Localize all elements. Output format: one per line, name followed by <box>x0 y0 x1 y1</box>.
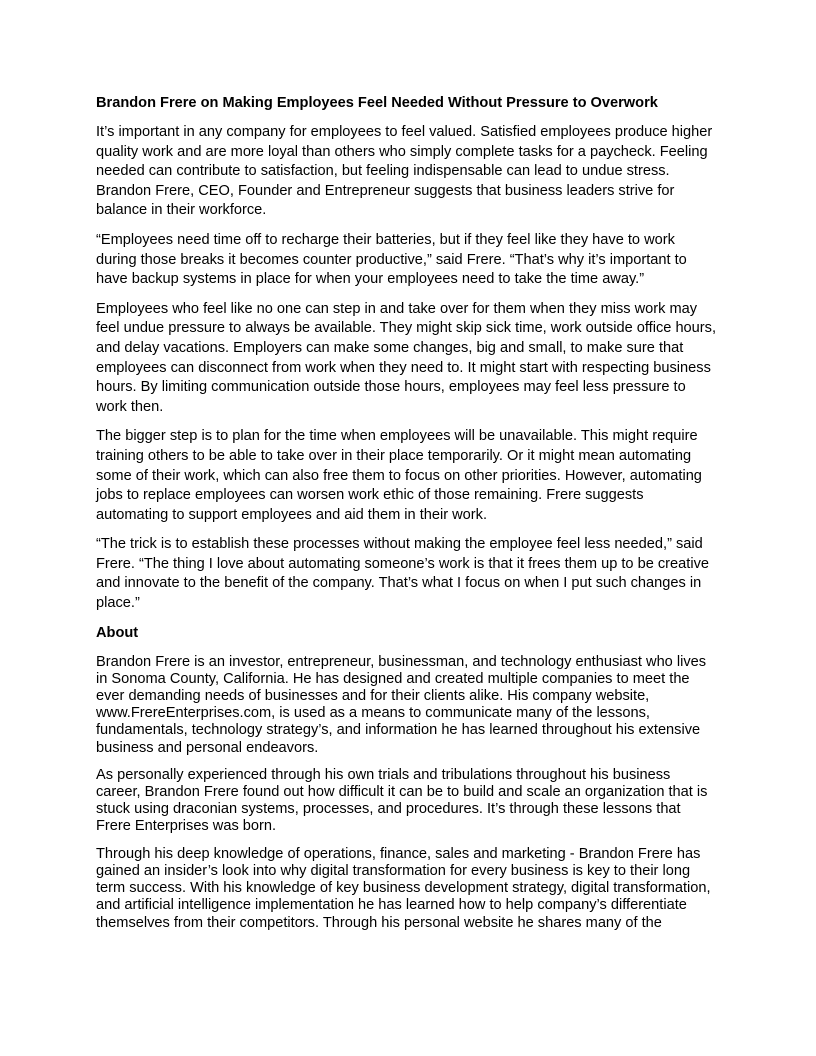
text-line: hours. By limiting communication outside those hours, employees may feel less pressure to <box>96 379 686 396</box>
document-title: Brandon Frere on Making Employees Feel Needed Without Pressure to Overwork <box>96 95 658 111</box>
paragraph-about-knowledge <box>96 846 722 932</box>
text-line: during those breaks it becomes counter productive,” said Frere. “That’s why it’s important to <box>96 251 687 268</box>
text-line: and innovate to the benefit of the company. That’s what I focus on when I put such changes in <box>96 575 702 592</box>
about-heading: About <box>96 624 139 641</box>
paragraph-bigger-step <box>96 427 722 525</box>
text-line: jobs to replace employees can worsen work ethic of those remaining. Frere suggests <box>96 487 644 504</box>
text-line: gained an insider’s look into why digital transformation for every business is key to their long <box>96 862 691 879</box>
text-line: automating to support employees and aid them in their work. <box>96 506 488 523</box>
text-line: needed can contribute to satisfaction, but feeling indispensable can lead to undue stress. <box>96 163 670 180</box>
text-line: Brandon Frere is an investor, entrepreneur, businessman, and technology enthusiast who lives <box>96 653 707 670</box>
paragraph-quote-trick <box>96 535 722 613</box>
text-line: ever demanding needs of businesses and for their clients alike. His company website, <box>96 688 650 705</box>
text-line: themselves from their competitors. Through his personal website he shares many of the <box>96 914 662 931</box>
text-line: Brandon Frere, CEO, Founder and Entrepreneur suggests that business leaders strive for <box>96 182 675 199</box>
text-line: fundamentals, technology strategy’s, and information he has learned throughout his extensive <box>96 722 701 739</box>
text-line: Through his deep knowledge of operations, finance, sales and marketing - Brandon Frere has <box>96 845 701 862</box>
text-line: training others to be able to take over in their place temporarily. Or it might mean automating <box>96 447 692 464</box>
text-line: in Sonoma County, California. He has designed and created multiple companies to meet the <box>96 670 690 687</box>
text-line: As personally experienced through his own trials and tribulations throughout his business <box>96 766 671 783</box>
text-line: balance in their workforce. <box>96 202 267 219</box>
paragraph-about-career <box>96 767 722 836</box>
text-line: have backup systems in place for when your employees need to take the time away.” <box>96 271 645 288</box>
text-line: employees can disconnect from work when they need to. It might start with respecting business <box>96 359 711 376</box>
text-line: “Employees need time off to recharge their batteries, but if they feel like they have to work <box>96 231 675 248</box>
paragraph-intro <box>96 123 722 221</box>
text-line: work then. <box>96 398 164 415</box>
text-line: quality work and are more loyal than others who simply complete tasks for a paycheck. Feeling <box>96 143 708 160</box>
text-line: www.FrereEnterprises.com, is used as a means to communicate many of the lessons, <box>96 705 650 722</box>
paragraph-about-bio <box>96 654 722 757</box>
text-line: and artificial intelligence implementation he has learned how to help company’s differentiate <box>96 897 687 914</box>
text-line: Employees who feel like no one can step in and take over for them when they miss work may <box>96 300 698 317</box>
document-body <box>96 94 722 942</box>
text-line: feel undue pressure to always be available. They might skip sick time, work outside office hours, <box>96 320 717 337</box>
text-line: business and personal endeavors. <box>96 739 319 756</box>
text-line: some of their work, which can also free them to focus on other priorities. However, automating <box>96 467 702 484</box>
text-line: Frere. “The thing I love about automating someone’s work is that it frees them up to be creative <box>96 555 709 572</box>
text-line: It’s important in any company for employees to feel valued. Satisfied employees produce higher <box>96 124 713 140</box>
text-line: place.” <box>96 595 140 612</box>
text-line: and delay vacations. Employers can make some changes, big and small, to make sure that <box>96 339 684 356</box>
text-line: stuck using draconian systems, processes, and procedures. It’s through these lessons that <box>96 801 681 818</box>
text-line: “The trick is to establish these processes without making the employee feel less needed,” said <box>96 536 703 553</box>
text-line: career, Brandon Frere found out how difficult it can be to build and scale an organization that is <box>96 784 708 801</box>
paragraph-quote-recharge <box>96 231 722 290</box>
text-line: The bigger step is to plan for the time when employees will be unavailable. This might require <box>96 428 698 445</box>
text-line: term success. With his knowledge of key business development strategy, digital transformation, <box>96 880 711 897</box>
paragraph-step-in <box>96 300 722 418</box>
text-line: Frere Enterprises was born. <box>96 818 277 835</box>
